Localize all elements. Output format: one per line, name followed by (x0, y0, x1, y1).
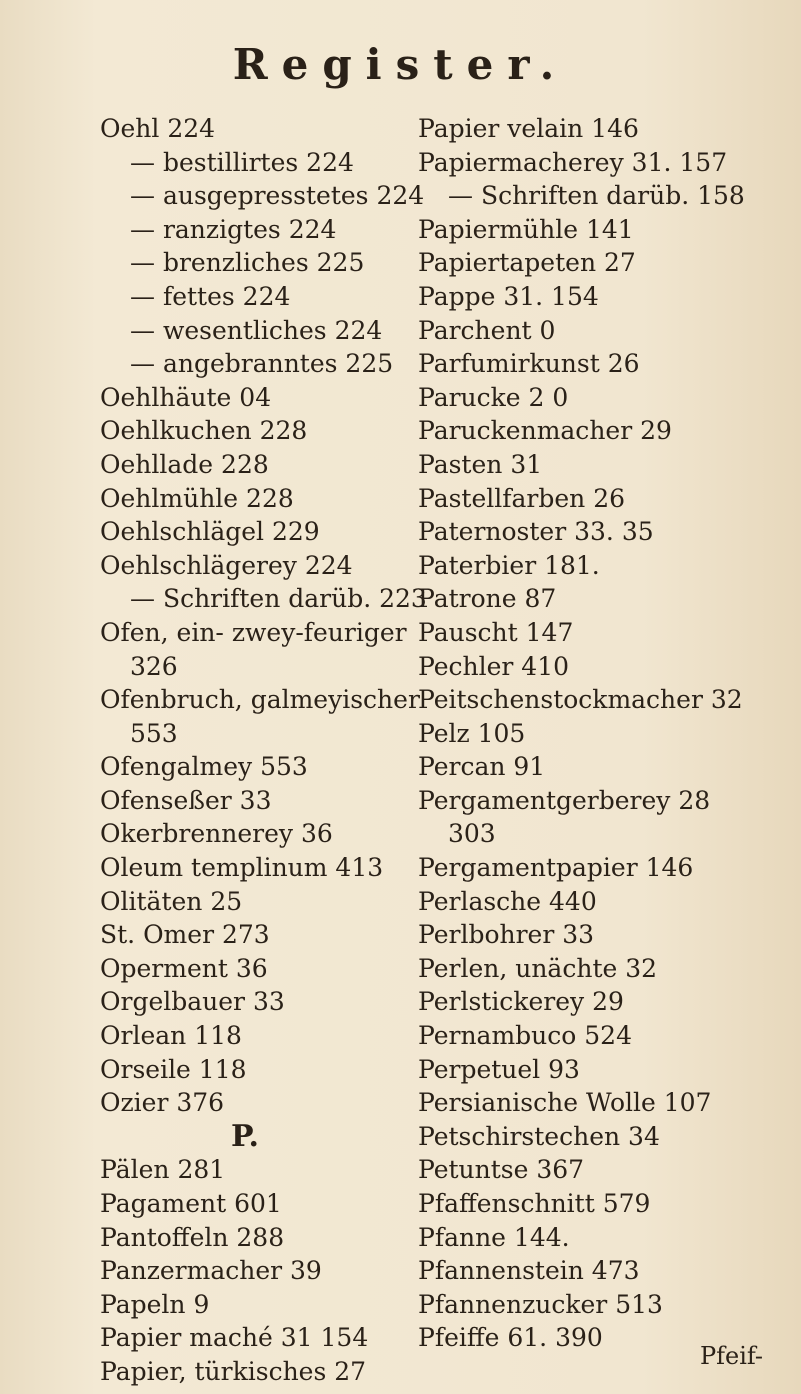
index-entry: Perlstickerey 29 (418, 987, 624, 1017)
index-entry: Pfannenstein 473 (418, 1256, 640, 1286)
index-entry: Ozier 376 (100, 1088, 225, 1118)
index-entry: — angebranntes 225 (130, 349, 394, 379)
index-entry: Oehlschlägel 229 (100, 517, 320, 547)
index-entry: Pfanne 144. (418, 1222, 570, 1252)
index-entry: Ofen, ein- zwey-feuriger (100, 617, 407, 647)
index-entry: Oehl 224 (100, 114, 216, 143)
index-entry: Pergamentgerberey 28 (418, 785, 711, 815)
index-entry: — bestillirtes 224 (130, 147, 354, 177)
index-entry: Pfannenzucker 513 (418, 1289, 663, 1319)
index-entry: Pfeiffe 61. 390 (418, 1323, 603, 1353)
index-entry: Pfaffenschnitt 579 (418, 1189, 651, 1218)
index-entry: Paternoster 33. 35 (418, 517, 654, 547)
index-entry: 326 (130, 651, 178, 681)
index-entry: 303 (448, 819, 496, 849)
index-entry: Oehlschlägerey 224 (100, 550, 353, 580)
index-entry: Parchent 0 (418, 315, 556, 345)
index-entry: Pelz 105 (418, 718, 526, 748)
index-entry: Perlbohrer 33 (418, 920, 595, 950)
index-column-left (100, 112, 430, 1389)
index-entry: Perlen, unächte 32 (418, 953, 658, 983)
index-entry: Olitäten 25 (100, 886, 243, 916)
index-entry: St. Omer 273 (100, 920, 270, 950)
index-entry: Oleum templinum 413 (100, 853, 384, 883)
index-entry: Parfumirkunst 26 (418, 349, 640, 379)
index-entry: Papier velain 146 (418, 114, 639, 143)
index-entry: — ranzigtes 224 (130, 214, 337, 244)
index-entry: Papier maché 31 154 (100, 1323, 369, 1353)
index-entry: Oehllade 228 (100, 449, 269, 479)
index-entry: Papier, türkisches 27 (100, 1356, 367, 1386)
index-entry: Perpetuel 93 (418, 1054, 580, 1084)
index-entry: Paterbier 181. (418, 550, 600, 580)
index-entry: Paruckenmacher 29 (418, 416, 672, 446)
index-entry: Percan 91 (418, 752, 546, 782)
index-entry: — Schriften darüb. 223 (130, 584, 427, 614)
index-entry: Pauscht 147 (418, 617, 574, 647)
index-entry: Perlasche 440 (418, 886, 597, 916)
index-entry: Pastellfarben 26 (418, 483, 626, 513)
index-entry: Pechler 410 (418, 651, 570, 681)
index-entry: Papiermühle 141 (418, 214, 634, 244)
index-entry: Oehlkuchen 228 (100, 416, 308, 446)
index-entry: Pasten 31 (418, 449, 543, 479)
index-entry: Orgelbauer 33 (100, 987, 285, 1017)
index-entry: Pernambuco 524 (418, 1021, 632, 1051)
index-entry: — ausgepresstetes 224 (130, 181, 425, 211)
index-entry: Oehlmühle 228 (100, 483, 294, 513)
index-entry: Petschirstechen 34 (418, 1121, 660, 1151)
index-entry: Papiermacherey 31. 157 (418, 147, 728, 177)
index-column-right (418, 112, 788, 1355)
index-entry: Oehlhäute 04 (100, 382, 272, 412)
index-entry: Ofenbruch, galmeyischer (100, 685, 420, 715)
index-entry: Petuntse 367 (418, 1155, 585, 1185)
index-entry: Ofengalmey 553 (100, 752, 308, 782)
index-entry: 553 (130, 718, 178, 748)
index-entry: Panzermacher 39 (100, 1256, 322, 1286)
index-entry: — Schriften darüb. 158 (448, 181, 745, 211)
index-entry: Orlean 118 (100, 1021, 242, 1051)
index-entry: Pagament 601 (100, 1189, 282, 1218)
index-entry: Papiertapeten 27 (418, 248, 636, 278)
index-entry: — brenzliches 225 (130, 248, 365, 278)
page-header: Register. (232, 40, 569, 89)
index-entry: P. (230, 1118, 260, 1154)
index-entry: Pergamentpapier 146 (418, 853, 694, 883)
index-entry: — wesentliches 224 (130, 315, 383, 345)
index-entry: Pappe 31. 154 (418, 281, 599, 311)
index-entry: Ofenseßer 33 (100, 785, 272, 815)
index-entry: Operment 36 (100, 953, 268, 983)
index-entry: Papeln 9 (100, 1289, 210, 1319)
catchword: Pfeif- (699, 1342, 763, 1370)
index-entry: Okerbrennerey 36 (100, 819, 333, 849)
index-entry: Orseile 118 (100, 1054, 247, 1084)
index-entry: Persianische Wolle 107 (418, 1088, 712, 1118)
index-entry: Pantoffeln 288 (100, 1222, 285, 1252)
index-entry: Pälen 281 (100, 1155, 226, 1185)
index-entry: Peitschenstockmacher 32 (418, 685, 743, 715)
index-entry: Parucke 2 0 (418, 382, 569, 412)
index-entry: Patrone 87 (418, 584, 557, 614)
index-entry: — fettes 224 (130, 281, 291, 311)
